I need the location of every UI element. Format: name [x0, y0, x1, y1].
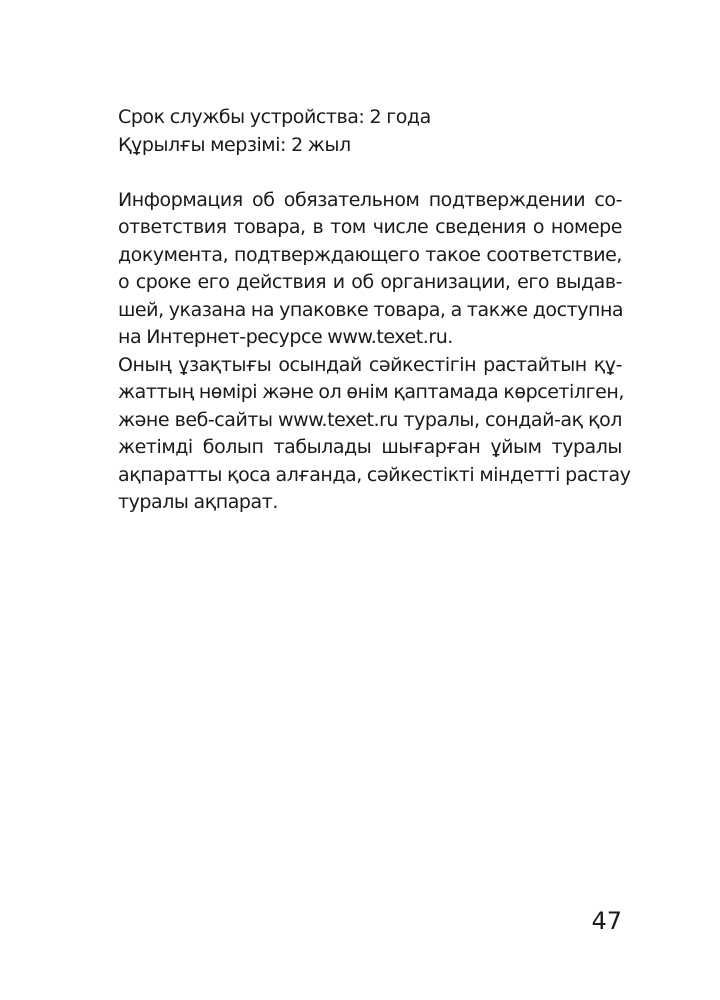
paragraph-line: документа, подтверждающего такое соответствие,	[118, 243, 622, 266]
paragraph-line: ақпаратты қоса алғанда, сәйкестікті міндетті растау	[118, 463, 631, 486]
paragraph-line: жетімді болып табылады шығарған ұйым туралы	[118, 436, 622, 458]
service-life-kazakh: Құрылғы мерзімі: 2 жыл	[118, 133, 351, 156]
paragraph-line: туралы ақпарат.	[118, 491, 278, 513]
paragraph-gap	[118, 159, 622, 187]
paragraph-line: және веб-сайты www.texet.ru туралы, сондай-ақ қол	[118, 408, 622, 431]
paragraph-line: Информация об обязательном подтверждении со-	[118, 188, 622, 211]
page-content	[118, 104, 631, 517]
paragraph-line: жаттың нөмірі және ол өнім қаптамада көрсетілген,	[118, 381, 624, 403]
paragraph-line: на Интернет-ресурсе www.texet.ru.	[118, 326, 453, 348]
conformity-paragraph-kazakh	[118, 352, 631, 517]
paragraph-line: шей, указана на упаковке товара, а также доступна	[118, 298, 624, 321]
conformity-paragraph-russian	[118, 187, 622, 352]
service-life-russian: Срок службы устройства: 2 года	[118, 106, 431, 128]
paragraph-line: Оның ұзақтығы осындай сәйкестігін растайтын құ-	[118, 353, 622, 376]
paragraph-line: о сроке его действия и об организации, его выдав-	[118, 271, 622, 293]
paragraph-line: ответствия товара, в том числе сведения о номере	[118, 216, 622, 238]
page-number: 47	[591, 907, 622, 935]
